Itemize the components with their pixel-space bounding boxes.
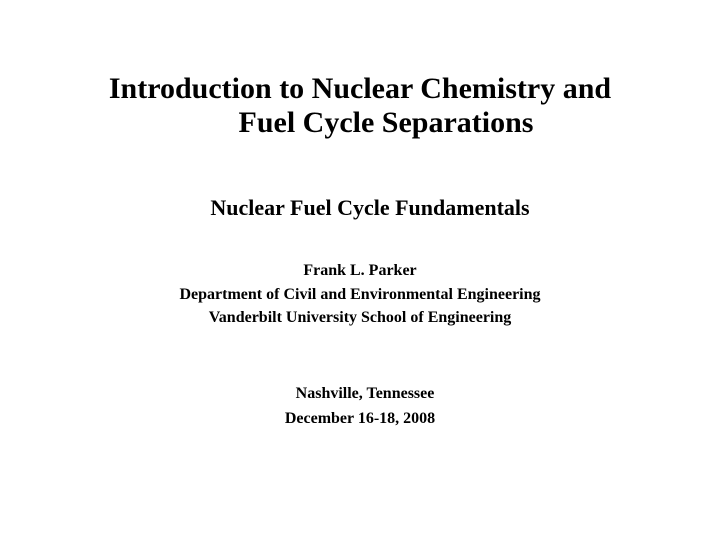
event-block xyxy=(0,381,720,431)
slide-subtitle: Nuclear Fuel Cycle Fundamentals xyxy=(210,195,530,220)
slide-title xyxy=(60,72,660,140)
author-name: Frank L. Parker xyxy=(303,262,417,279)
title-line-2: Fuel Cycle Separations xyxy=(238,106,534,139)
author-block xyxy=(0,259,720,330)
author-school: Vanderbilt University School of Engineering xyxy=(208,309,512,326)
event-date: December 16-18, 2008 xyxy=(284,410,436,427)
title-line-1: Introduction to Nuclear Chemistry and xyxy=(108,72,612,105)
event-location: Nashville, Tennessee xyxy=(295,385,435,402)
author-department: Department of Civil and Environmental Engineering xyxy=(179,285,541,303)
